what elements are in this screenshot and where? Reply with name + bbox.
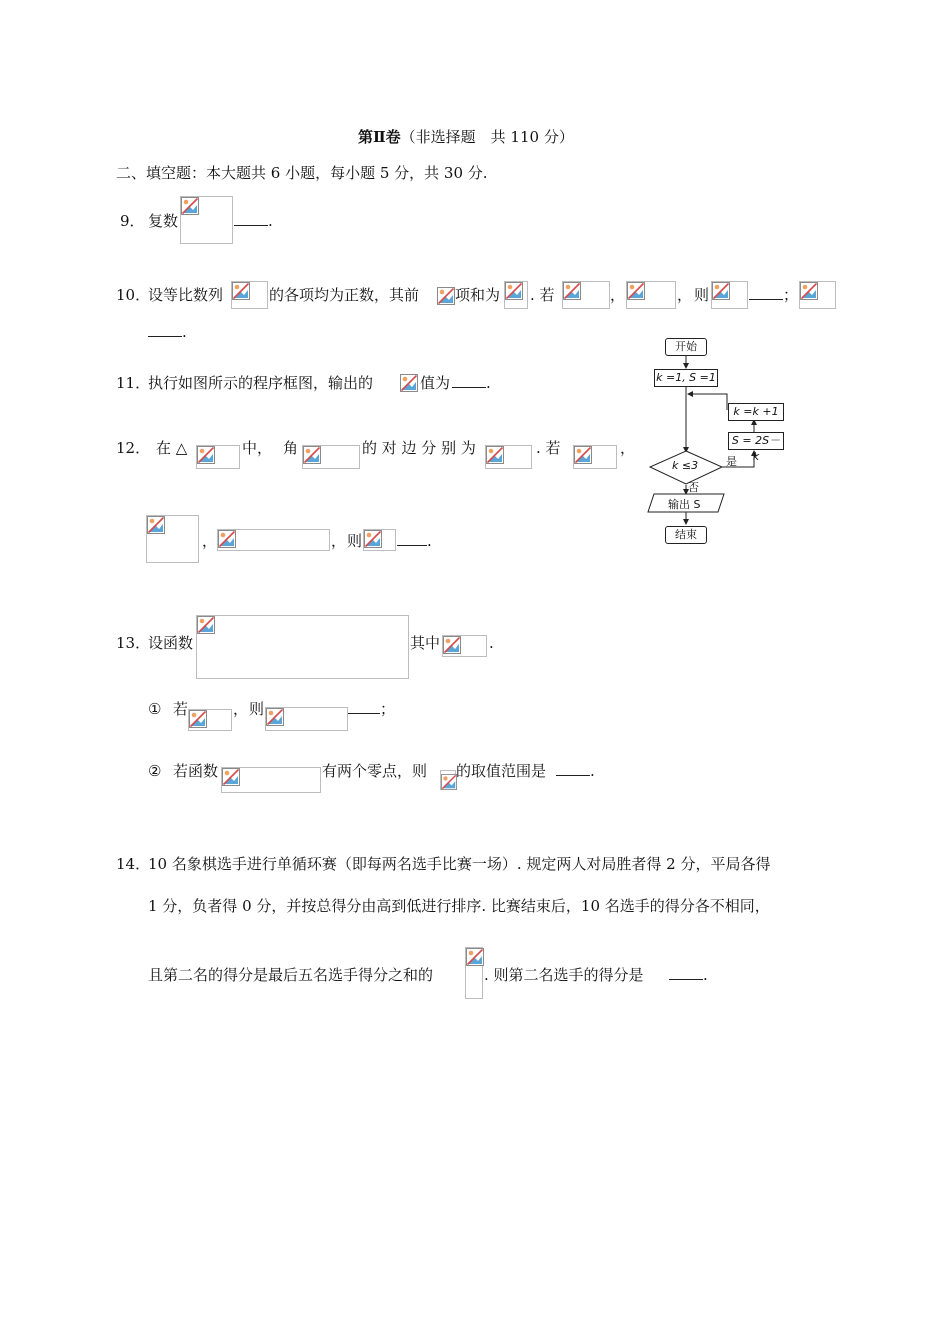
q10-answer1-image: [711, 281, 748, 309]
q11-s-image: [400, 374, 418, 392]
part-heading: 二、填空题：本大题共 6 小题，每小题 5 分，共 30 分.: [116, 164, 488, 182]
q14-number: 14．: [116, 855, 151, 873]
q13-sub1-answer-blank: ；: [348, 699, 395, 719]
q10-text: . 若: [530, 286, 555, 304]
flowchart: [640, 330, 800, 550]
broken-image-icon: [147, 516, 165, 534]
q13-sub2-mark: ②: [148, 762, 162, 780]
q10-comma: ，: [610, 286, 626, 304]
q11-answer-blank: .: [452, 373, 491, 393]
broken-image-icon: [218, 530, 236, 548]
broken-image-icon: [364, 530, 382, 548]
broken-image-icon: [466, 948, 484, 966]
q10-sequence-image: [231, 281, 268, 309]
q13-sub1-comma: ，: [233, 700, 249, 718]
q13-tail: .: [489, 634, 494, 652]
q11-number: 11．: [116, 374, 151, 392]
q10-sum-image: [504, 281, 528, 309]
flowchart-end: 结束: [665, 526, 707, 544]
q13-sub2-text: 的取值范围是: [456, 762, 547, 780]
q13-sub2-param-image: [440, 770, 456, 790]
flowchart-condition: k ≤3: [672, 459, 699, 472]
q12-comma: ，: [202, 532, 218, 550]
q10-answer-blank-2: .: [148, 322, 187, 342]
q9-answer-blank: .: [234, 211, 273, 231]
q10-number: 10．: [116, 286, 151, 304]
q13-sub1-target-image: [265, 707, 348, 731]
broken-image-icon: [800, 282, 818, 300]
broken-image-icon: [266, 708, 284, 726]
q12-text: . 若: [536, 439, 561, 457]
flowchart-yes-label: 是: [726, 455, 737, 468]
q9-text: 复数: [148, 212, 179, 230]
flowchart-no-label: 否: [688, 481, 699, 494]
q12-number: 12．: [116, 439, 151, 457]
q10-text: 的各项均为正数，其前: [269, 286, 420, 304]
q14-line3b: . 则第二名选手的得分是: [484, 966, 644, 984]
q12-sides-image: [485, 445, 532, 469]
broken-image-icon: [443, 636, 461, 654]
q10-answer2-image: [799, 281, 836, 309]
q10-text: 项和为: [455, 286, 501, 304]
flowchart-update: S = 2S－k: [728, 432, 784, 450]
broken-image-icon: [441, 774, 457, 790]
q13-sub2-function-image: [221, 767, 321, 793]
q12-text: 则: [347, 532, 363, 550]
q12-comma: ，: [331, 532, 347, 550]
q14-answer-blank: .: [669, 965, 708, 985]
q12-condition3-image: [217, 529, 330, 551]
q13-param-image: [442, 635, 487, 657]
broken-image-icon: [303, 446, 321, 464]
q12-angles-image: [302, 445, 360, 469]
q12-triangle-image: [196, 445, 240, 469]
broken-image-icon: [400, 374, 418, 392]
q12-target-image: [363, 529, 396, 551]
q14-line2: 1 分，负者得 0 分，并按总得分由高到低进行排序. 比赛结束后，10 名选手的得分各不相同，: [148, 897, 770, 915]
q9-formula-image: [180, 196, 233, 244]
broken-image-icon: [712, 282, 730, 300]
flowchart-init: k =1, S =1: [654, 369, 718, 387]
q13-sub1-mark: ①: [148, 700, 162, 718]
q12-text: 中，: [242, 439, 273, 457]
q13-sub1-text: 则: [249, 700, 265, 718]
q13-text: 设函数: [148, 634, 194, 652]
q12-condition2-image: [146, 515, 199, 563]
q14-line3a: 且第二名的得分是最后五名选手得分之和的: [148, 966, 434, 984]
flowchart-start: 开始: [665, 338, 707, 356]
section-title: 第Ⅱ卷（非选择题 共 110 分）: [358, 128, 574, 146]
q13-sub2-text: 若函数: [173, 762, 219, 780]
broken-image-icon: [574, 446, 592, 464]
q9-number: 9．: [120, 212, 145, 230]
q12-text: 的 对 边 分 别 为: [362, 439, 476, 457]
q12-comma: ，: [620, 439, 636, 457]
flowchart-output: 输出 S: [668, 498, 701, 511]
q10-n-image: [437, 287, 455, 305]
flowchart-increment: k =k +1: [728, 403, 784, 421]
q14-fraction-image: [465, 947, 483, 999]
q12-text: 在 △: [156, 439, 188, 457]
broken-image-icon: [437, 287, 455, 305]
q13-text: 其中: [410, 634, 441, 652]
q12-text: 角: [283, 439, 299, 457]
q10-comma: ，: [677, 286, 693, 304]
broken-image-icon: [197, 446, 215, 464]
broken-image-icon: [563, 282, 581, 300]
broken-image-icon: [222, 768, 240, 786]
broken-image-icon: [232, 282, 250, 300]
q11-text: 值为: [420, 374, 451, 392]
broken-image-icon: [181, 197, 199, 215]
broken-image-icon: [197, 616, 215, 634]
broken-image-icon: [486, 446, 504, 464]
broken-image-icon: [627, 282, 645, 300]
q10-condition1-image: [562, 281, 610, 309]
q12-answer-blank: .: [397, 531, 432, 551]
q13-sub2-text: 有两个零点，则: [322, 762, 428, 780]
q14-line1: 10 名象棋选手进行单循环赛（即每两名选手比赛一场）. 规定两人对局胜者得 2 分，平局各得: [148, 855, 771, 873]
q13-sub1-condition-image: [188, 709, 232, 731]
q10-condition2-image: [626, 281, 676, 309]
broken-image-icon: [505, 282, 523, 300]
q10-text: 设等比数列: [148, 286, 224, 304]
q13-number: 13．: [116, 634, 151, 652]
q12-condition1-image: [573, 445, 617, 469]
q13-function-image: [196, 615, 409, 679]
q10-text: 则: [694, 286, 710, 304]
q13-sub2-answer-blank: .: [556, 761, 595, 781]
broken-image-icon: [189, 710, 207, 728]
q10-answer-blank-1: ；: [749, 285, 798, 305]
q11-text: 执行如图所示的程序框图，输出的: [148, 374, 374, 392]
q13-sub1-text: 若: [173, 700, 189, 718]
